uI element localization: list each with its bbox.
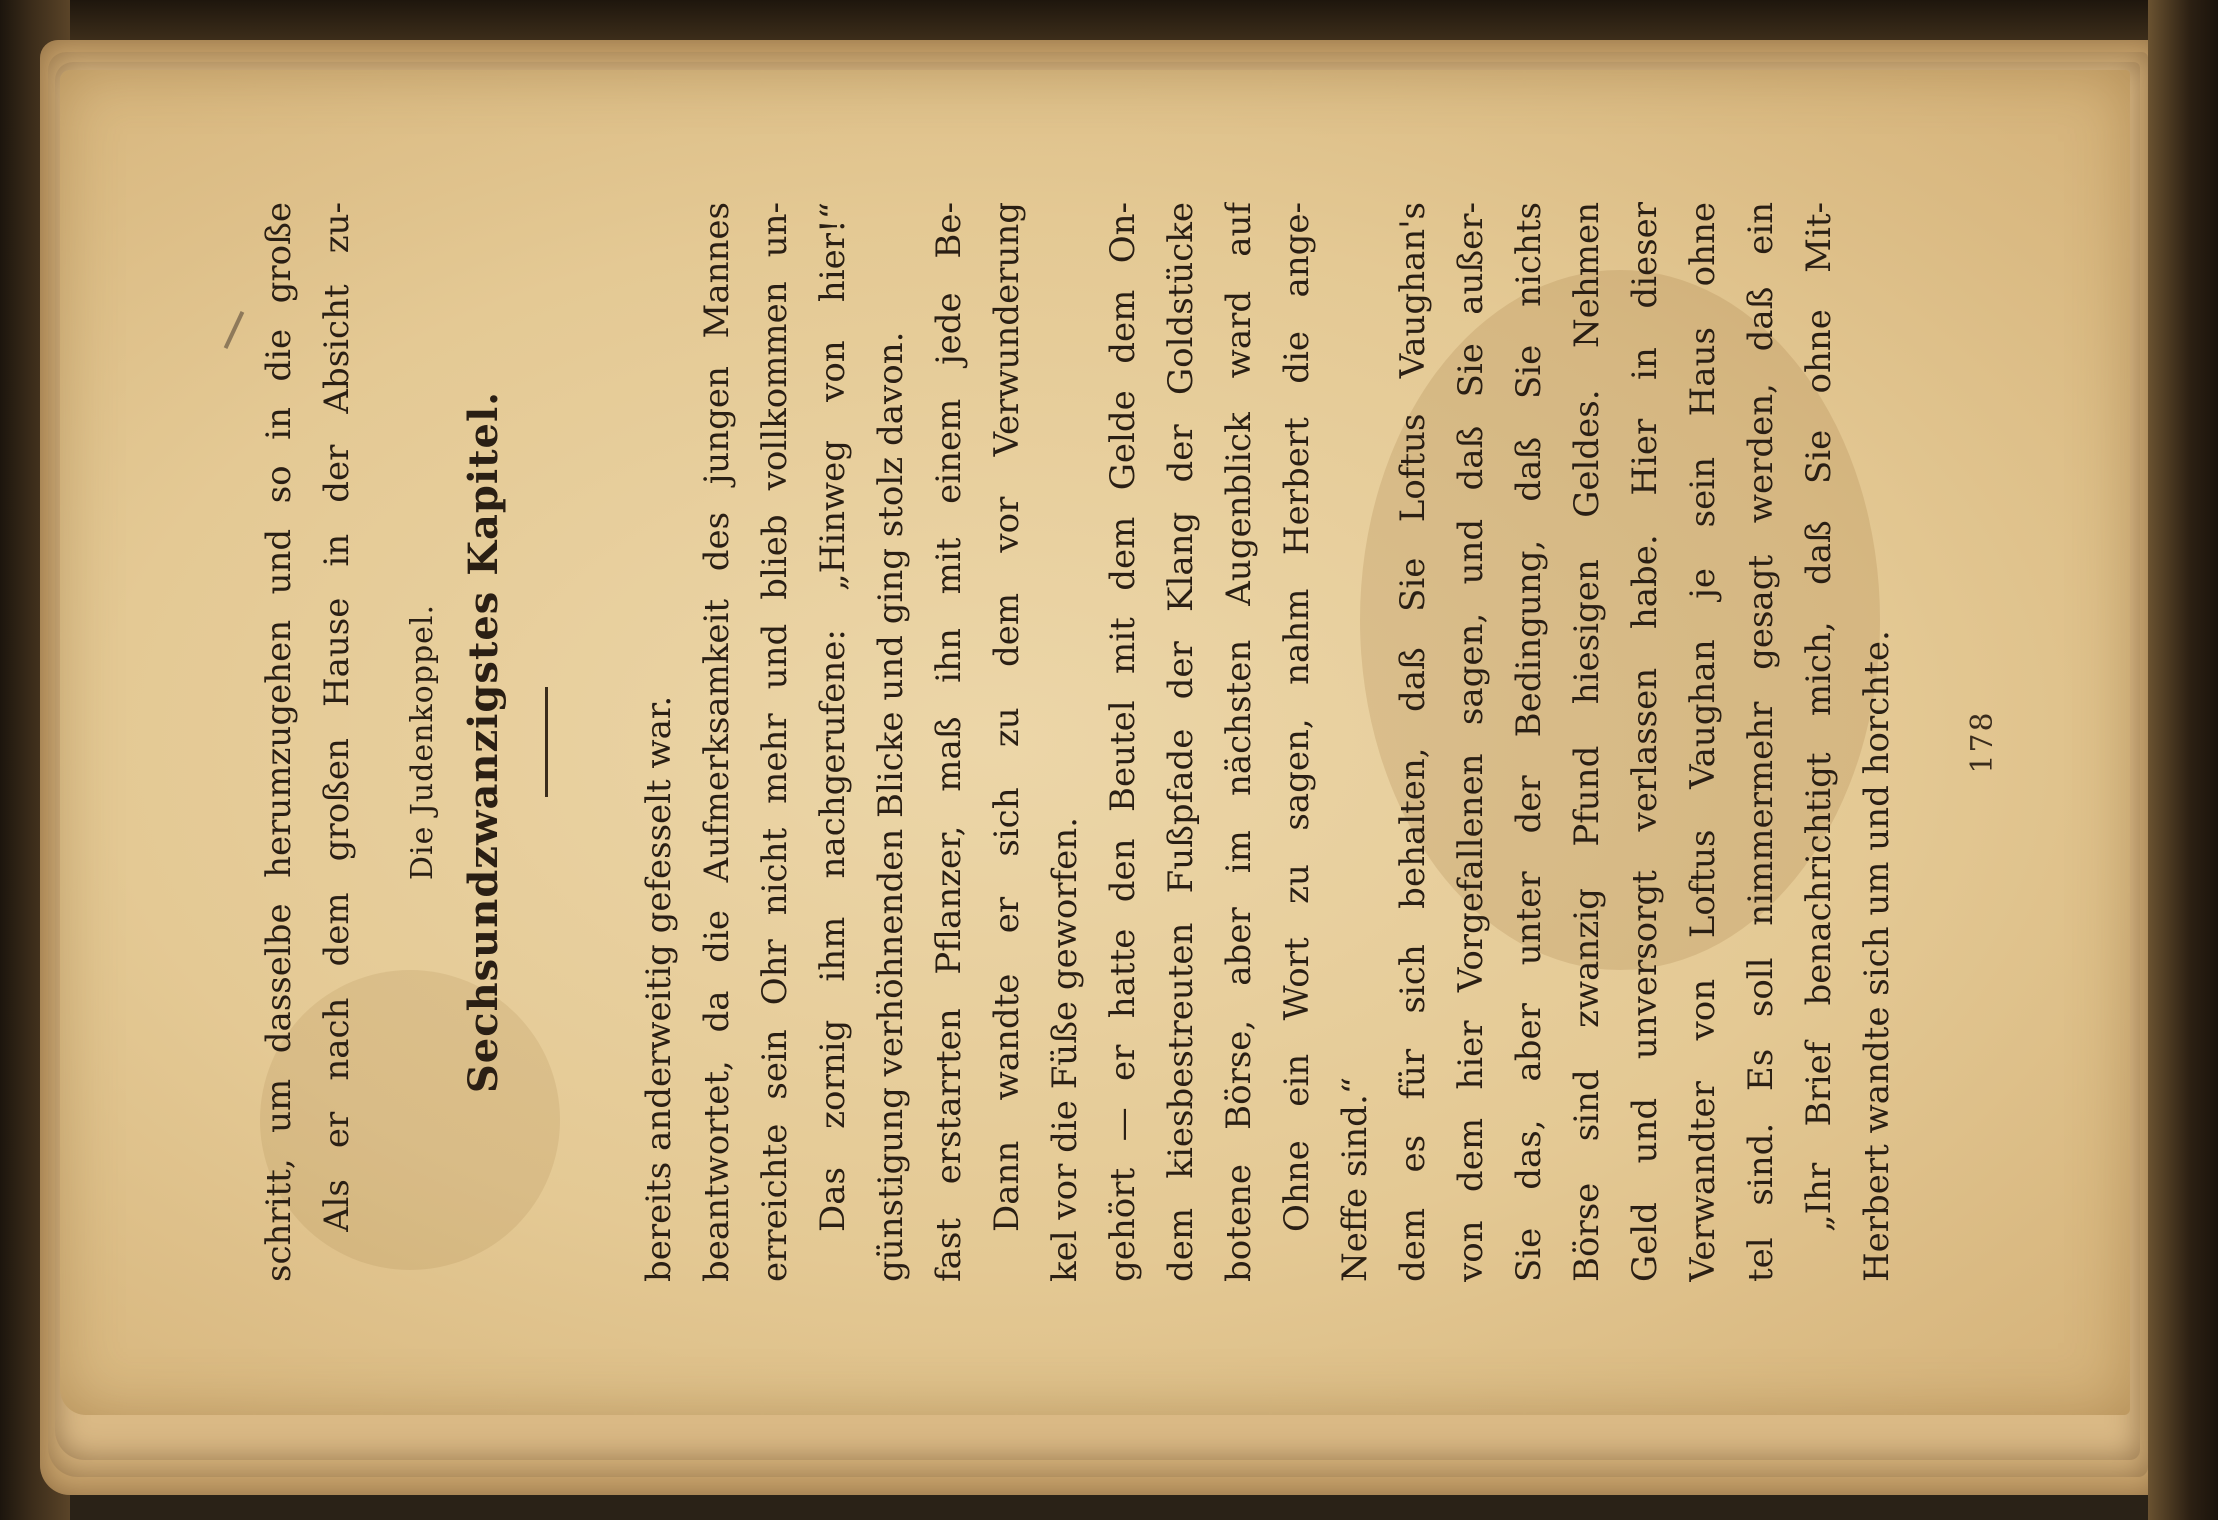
text-line: dem es für sich behalten, daß Sie Loftus Vaughan's [1393,202,1433,1282]
book-right-edge [2148,0,2218,1520]
text-line: Das zornig ihm nachgerufene: „Hinweg von hier!“ [813,202,853,1232]
text-line: gehört — er hatte den Beutel mit dem Gelde dem On- [1103,202,1143,1282]
section-divider [545,687,548,797]
text-line: Als er nach dem großen Hause in der Absicht zu- [317,202,357,1232]
text-line: kel vor die Füße geworfen. [1045,817,1085,1282]
rotated-page-content [115,142,2075,1342]
text-line: schritt, um dasselbe herumzugehen und so in die große [259,202,299,1282]
text-line: Herbert wandte sich um und horchte. [1857,630,1897,1282]
text-line: Sie das, aber unter der Bedingung, daß Sie nichts [1509,202,1549,1282]
text-line: erreichte sein Ohr nicht mehr und blieb vollkommen un- [755,202,795,1282]
text-line: Neffe sind.“ [1335,1076,1375,1282]
text-line: „Ihr Brief benachrichtigt mich, daß Sie ohne Mit- [1799,202,1839,1232]
text-line: Dann wandte er sich zu dem vor Verwunderung [987,202,1027,1232]
text-line: botene Börse, aber im nächsten Augenblick ward auf [1219,202,1259,1282]
chapter-title: Sechsundzwanzigstes Kapitel. [460,390,507,1094]
text-line: bereits anderweitig gefesselt war. [639,695,679,1282]
page-number: 178 [1965,710,2000,774]
text-line: Ohne ein Wort zu sagen, nahm Herbert die ange- [1277,202,1317,1232]
text-line: tel sind. Es soll nimmermehr gesagt werden, daß ein [1741,202,1781,1282]
text-line: fast erstarrten Pflanzer, maß ihn mit einem jede Be- [929,202,969,1282]
book-page [60,70,2130,1415]
text-line: Geld und unversorgt verlassen habe. Hier in dieser [1625,202,1665,1282]
text-line: Börse sind zwanzig Pfund hiesigen Geldes. Nehmen [1567,202,1607,1282]
book-top-edge [0,0,2218,40]
text-line: beantwortet, da die Aufmerksamkeit des jungen Mannes [697,202,737,1282]
chapter-subtitle: Die Judenkoppel. [405,603,440,881]
text-line: günstigung verhöhnenden Blicke und ging stolz davon. [871,331,911,1282]
text-line: Verwandter von Loftus Vaughan je sein Haus ohne [1683,202,1723,1282]
text-line: dem kiesbestreuten Fußpfade der Klang der Goldstücke [1161,202,1201,1282]
text-line: von dem hier Vorgefallenen sagen, und daß Sie außer- [1451,202,1491,1282]
